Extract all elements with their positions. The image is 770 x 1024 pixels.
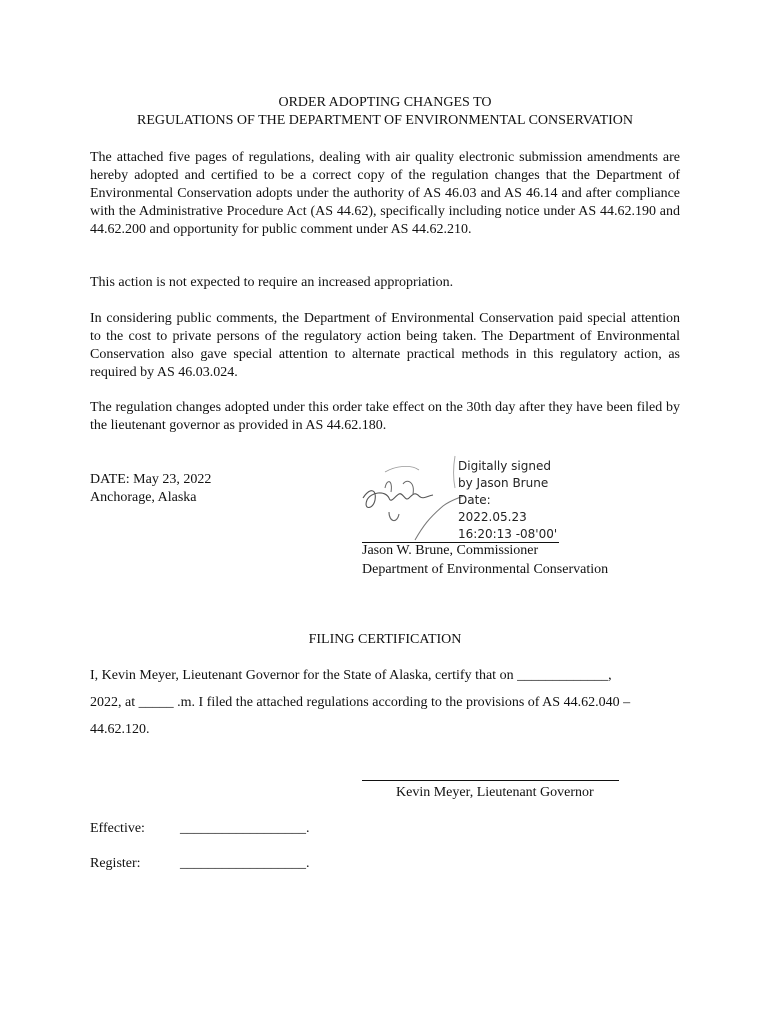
date-line: DATE: May 23, 2022 — [90, 472, 212, 487]
signer-name: Jason W. Brune, Commissioner — [362, 543, 539, 558]
filing-line-3: 44.62.120. — [90, 722, 150, 737]
order-title-line-1: ORDER ADOPTING CHANGES TO — [278, 95, 492, 110]
filing-line-1: I, Kevin Meyer, Lieutenant Governor for the State of Alaska, certify that on _____________, — [90, 668, 612, 683]
digital-signature-line-4: 2022.05.23 — [458, 510, 527, 524]
digital-signature-line-2: by Jason Brune — [458, 476, 549, 490]
handwritten-signature — [355, 448, 465, 543]
adoption-paragraph: The attached five pages of regulations, dealing with air quality electronic submission amendments are hereby adopted and certified to be a correct copy of the regulation changes that the Department of Environmental Conservation adopts under the authority of AS 46.03 and AS 46.14 and after compliance with the Administrative Procedure Act (AS 44.62), specifically including notice under AS 44.62.190 and 44.62.200 and opportunity for public comment under AS 44.62.210. — [90, 150, 680, 237]
appropriation-paragraph: This action is not expected to require an increased appropriation. — [90, 275, 454, 290]
effective-date-paragraph: The regulation changes adopted under this order take effect on the 30th day after they have been filed by the lieutenant governor as provided in AS 44.62.180. — [90, 400, 680, 433]
public-comments-paragraph: In considering public comments, the Department of Environmental Conservation paid special attention to the cost to private persons of the regulatory action being taken. The Department of Environmental Conservation also gave special attention to alternate practical methods in this regulatory action, as required by AS 46.03.024. — [90, 311, 680, 380]
governor-signature-rule — [362, 780, 619, 781]
effective-blank: __________________. — [180, 821, 310, 836]
governor-name: Kevin Meyer, Lieutenant Governor — [396, 785, 594, 800]
order-title-line-2: REGULATIONS OF THE DEPARTMENT OF ENVIRONMENTAL CONSERVATION — [136, 113, 633, 128]
register-label: Register: — [90, 856, 141, 871]
register-blank: __________________. — [180, 856, 310, 871]
filing-line-2: 2022, at _____ .m. I filed the attached regulations according to the provisions of AS 44.62.040 – — [90, 695, 631, 710]
signer-department: Department of Environmental Conservation — [362, 562, 609, 577]
filing-certification-title: FILING CERTIFICATION — [308, 632, 462, 647]
location-line: Anchorage, Alaska — [90, 490, 197, 505]
digital-signature-line-1: Digitally signed — [458, 459, 551, 473]
digital-signature-line-3: Date: — [458, 493, 491, 507]
digital-signature-text — [458, 458, 557, 543]
digital-signature-line-5: 16:20:13 -08'00' — [458, 527, 558, 541]
effective-label: Effective: — [90, 821, 145, 836]
